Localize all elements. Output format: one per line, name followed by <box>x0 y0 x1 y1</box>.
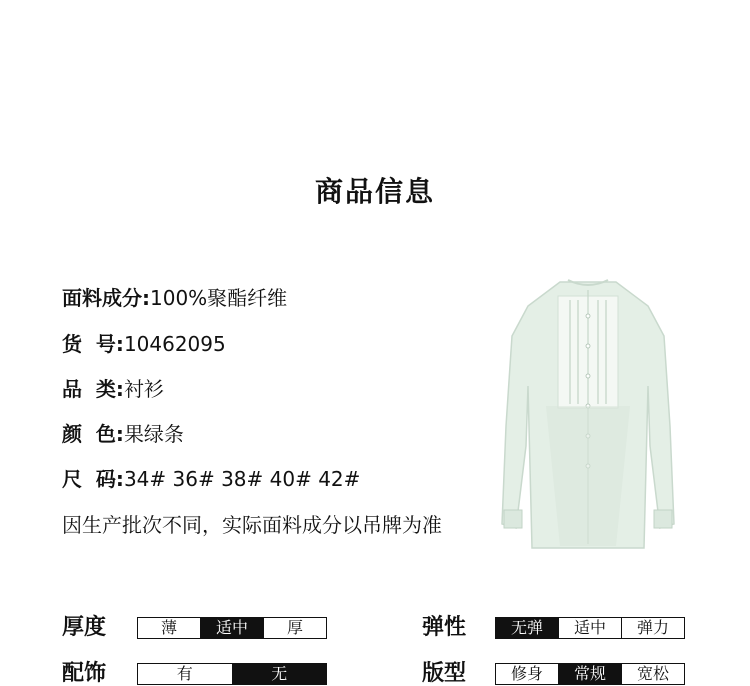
thickness-option: 薄 <box>138 618 200 638</box>
color-value: 果绿条 <box>123 422 184 446</box>
disclaimer-note: 因生产批次不同，实际面料成分以吊牌为准 <box>62 513 442 537</box>
product-shirt-image <box>498 276 678 560</box>
size-label: 尺 码: <box>62 467 124 491</box>
category-row <box>62 375 164 403</box>
fit-selector <box>495 663 685 685</box>
material-label: 面料成分: <box>62 286 150 310</box>
accessory-option: 无 <box>232 664 327 684</box>
material-value: 100%聚酯纤维 <box>150 286 288 310</box>
item-number-value: 10462095 <box>123 332 226 356</box>
color-row <box>62 420 184 448</box>
elasticity-label: 弹性 <box>422 615 467 640</box>
accessory-option: 有 <box>138 664 232 684</box>
elasticity-option: 适中 <box>558 618 621 638</box>
accessory-label: 配饰 <box>62 661 107 686</box>
accessory-selector <box>137 663 327 685</box>
size-value: 34# 36# 38# 40# 42# <box>123 467 361 491</box>
item-number-label: 货 号: <box>62 332 124 356</box>
thickness-option: 厚 <box>263 618 326 638</box>
fit-label: 版型 <box>422 661 467 686</box>
shirt-image-icon <box>498 276 678 560</box>
category-value: 衬衫 <box>123 377 164 401</box>
thickness-label: 厚度 <box>62 615 107 640</box>
thickness-option: 适中 <box>200 618 263 638</box>
item-number-row <box>62 330 226 358</box>
page-title: 商品信息 <box>314 175 435 208</box>
elasticity-option: 无弹 <box>496 618 558 638</box>
fit-option: 常规 <box>558 664 621 684</box>
fit-option: 修身 <box>496 664 558 684</box>
category-label: 品 类: <box>62 377 124 401</box>
size-row <box>62 465 360 493</box>
thickness-selector <box>137 617 327 639</box>
elasticity-selector <box>495 617 685 639</box>
material-row <box>62 284 287 312</box>
fit-option: 宽松 <box>621 664 684 684</box>
color-label: 颜 色: <box>62 422 124 446</box>
elasticity-option: 弹力 <box>621 618 684 638</box>
